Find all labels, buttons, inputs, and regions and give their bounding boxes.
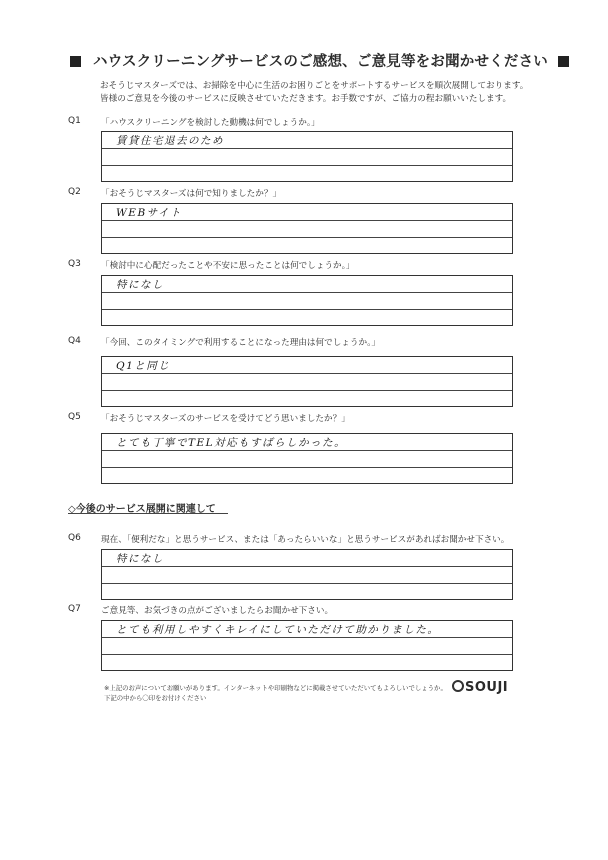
ruled-line: [102, 148, 512, 149]
section-heading: ◇今後のサービス展開に関連して: [68, 504, 216, 515]
black-square-icon: [558, 56, 569, 67]
answer-box[interactable]: [101, 549, 513, 600]
question-number: Q7: [68, 604, 81, 614]
logo-text: SOUJI: [465, 680, 509, 695]
section-underline: [68, 513, 228, 514]
ruled-line: [102, 309, 512, 310]
ruled-line: [102, 292, 512, 293]
ruled-line: [102, 165, 512, 166]
question-text: 「今回、このタイミングで利用することになった理由は何でしょうか。」: [101, 338, 380, 348]
answer-box[interactable]: [101, 433, 513, 484]
question-text: 「ハウスクリーニングを検討した動機は何でしょうか。」: [101, 118, 320, 128]
ruled-line: [102, 654, 512, 655]
o-ring-logo-icon: [452, 680, 464, 692]
question-text: 「おそうじマスターズのサービスを受けてどう思いましたか？」: [101, 414, 350, 424]
intro-line: おそうじマスターズでは、お掃除を中心に生活のお困りごとをサポートするサービスを順次展開しております。: [100, 81, 529, 91]
ruled-line: [102, 450, 512, 451]
handwritten-answer: 特になし: [116, 553, 164, 565]
footnote-line: ※上記のお声についてお願いがあります。インターネットや印刷物などに掲載させていただいてもよろしいでしょうか。: [104, 684, 447, 692]
page-title: [70, 50, 570, 71]
ruled-line: [102, 583, 512, 584]
ruled-line: [102, 467, 512, 468]
ruled-line: [102, 390, 512, 391]
question-text: 「おそうじマスターズは何で知りましたか？」: [101, 189, 282, 199]
ruled-line: [102, 566, 512, 567]
osouji-logo: [452, 680, 508, 695]
answer-box[interactable]: [101, 275, 513, 326]
answer-box[interactable]: [101, 203, 513, 254]
question-number: Q3: [68, 259, 81, 269]
answer-box[interactable]: [101, 620, 513, 671]
ruled-line: [102, 220, 512, 221]
question-text: ご意見等、お気づきの点がございましたらお聞かせ下さい。: [101, 606, 334, 616]
question-text: 現在、「便利だな」と思うサービス、または「あったらいいな」と思うサービスがあればお聞かせ下さい。: [101, 535, 510, 545]
ruled-line: [102, 373, 512, 374]
answer-box[interactable]: [101, 356, 513, 407]
intro-line: 皆様のご意見を今後のサービスに反映させていただきます。お手数ですが、ご協力の程お願いいたします。: [100, 94, 512, 104]
question-text: 「検討中に心配だったことや不安に思ったことは何でしょうか。」: [101, 261, 355, 271]
handwritten-answer: とても利用しやすくキレイにしていただけて助かりました。: [116, 624, 440, 636]
question-number: Q6: [68, 533, 81, 543]
answer-box[interactable]: [101, 131, 513, 182]
footnote: [104, 683, 447, 703]
ruled-line: [102, 237, 512, 238]
footnote-line: 下記の中から〇印をお付けください: [104, 694, 207, 702]
question-number: Q4: [68, 336, 81, 346]
question-number: Q1: [68, 116, 81, 126]
intro-text: [100, 80, 570, 106]
handwritten-answer: 特になし: [116, 279, 164, 291]
handwritten-answer: Q1と同じ: [116, 360, 171, 372]
handwritten-answer: 賃貸住宅退去のため: [116, 135, 224, 147]
black-square-icon: [70, 56, 81, 67]
question-number: Q5: [68, 412, 81, 422]
handwritten-answer: WEBサイト: [116, 207, 182, 219]
handwritten-answer: とても丁寧でTEL対応もすばらしかった。: [116, 437, 347, 449]
page-title-text: ハウスクリーニングサービスのご感想、ご意見等をお聞かせください: [93, 54, 548, 70]
ruled-line: [102, 637, 512, 638]
question-number: Q2: [68, 187, 81, 197]
